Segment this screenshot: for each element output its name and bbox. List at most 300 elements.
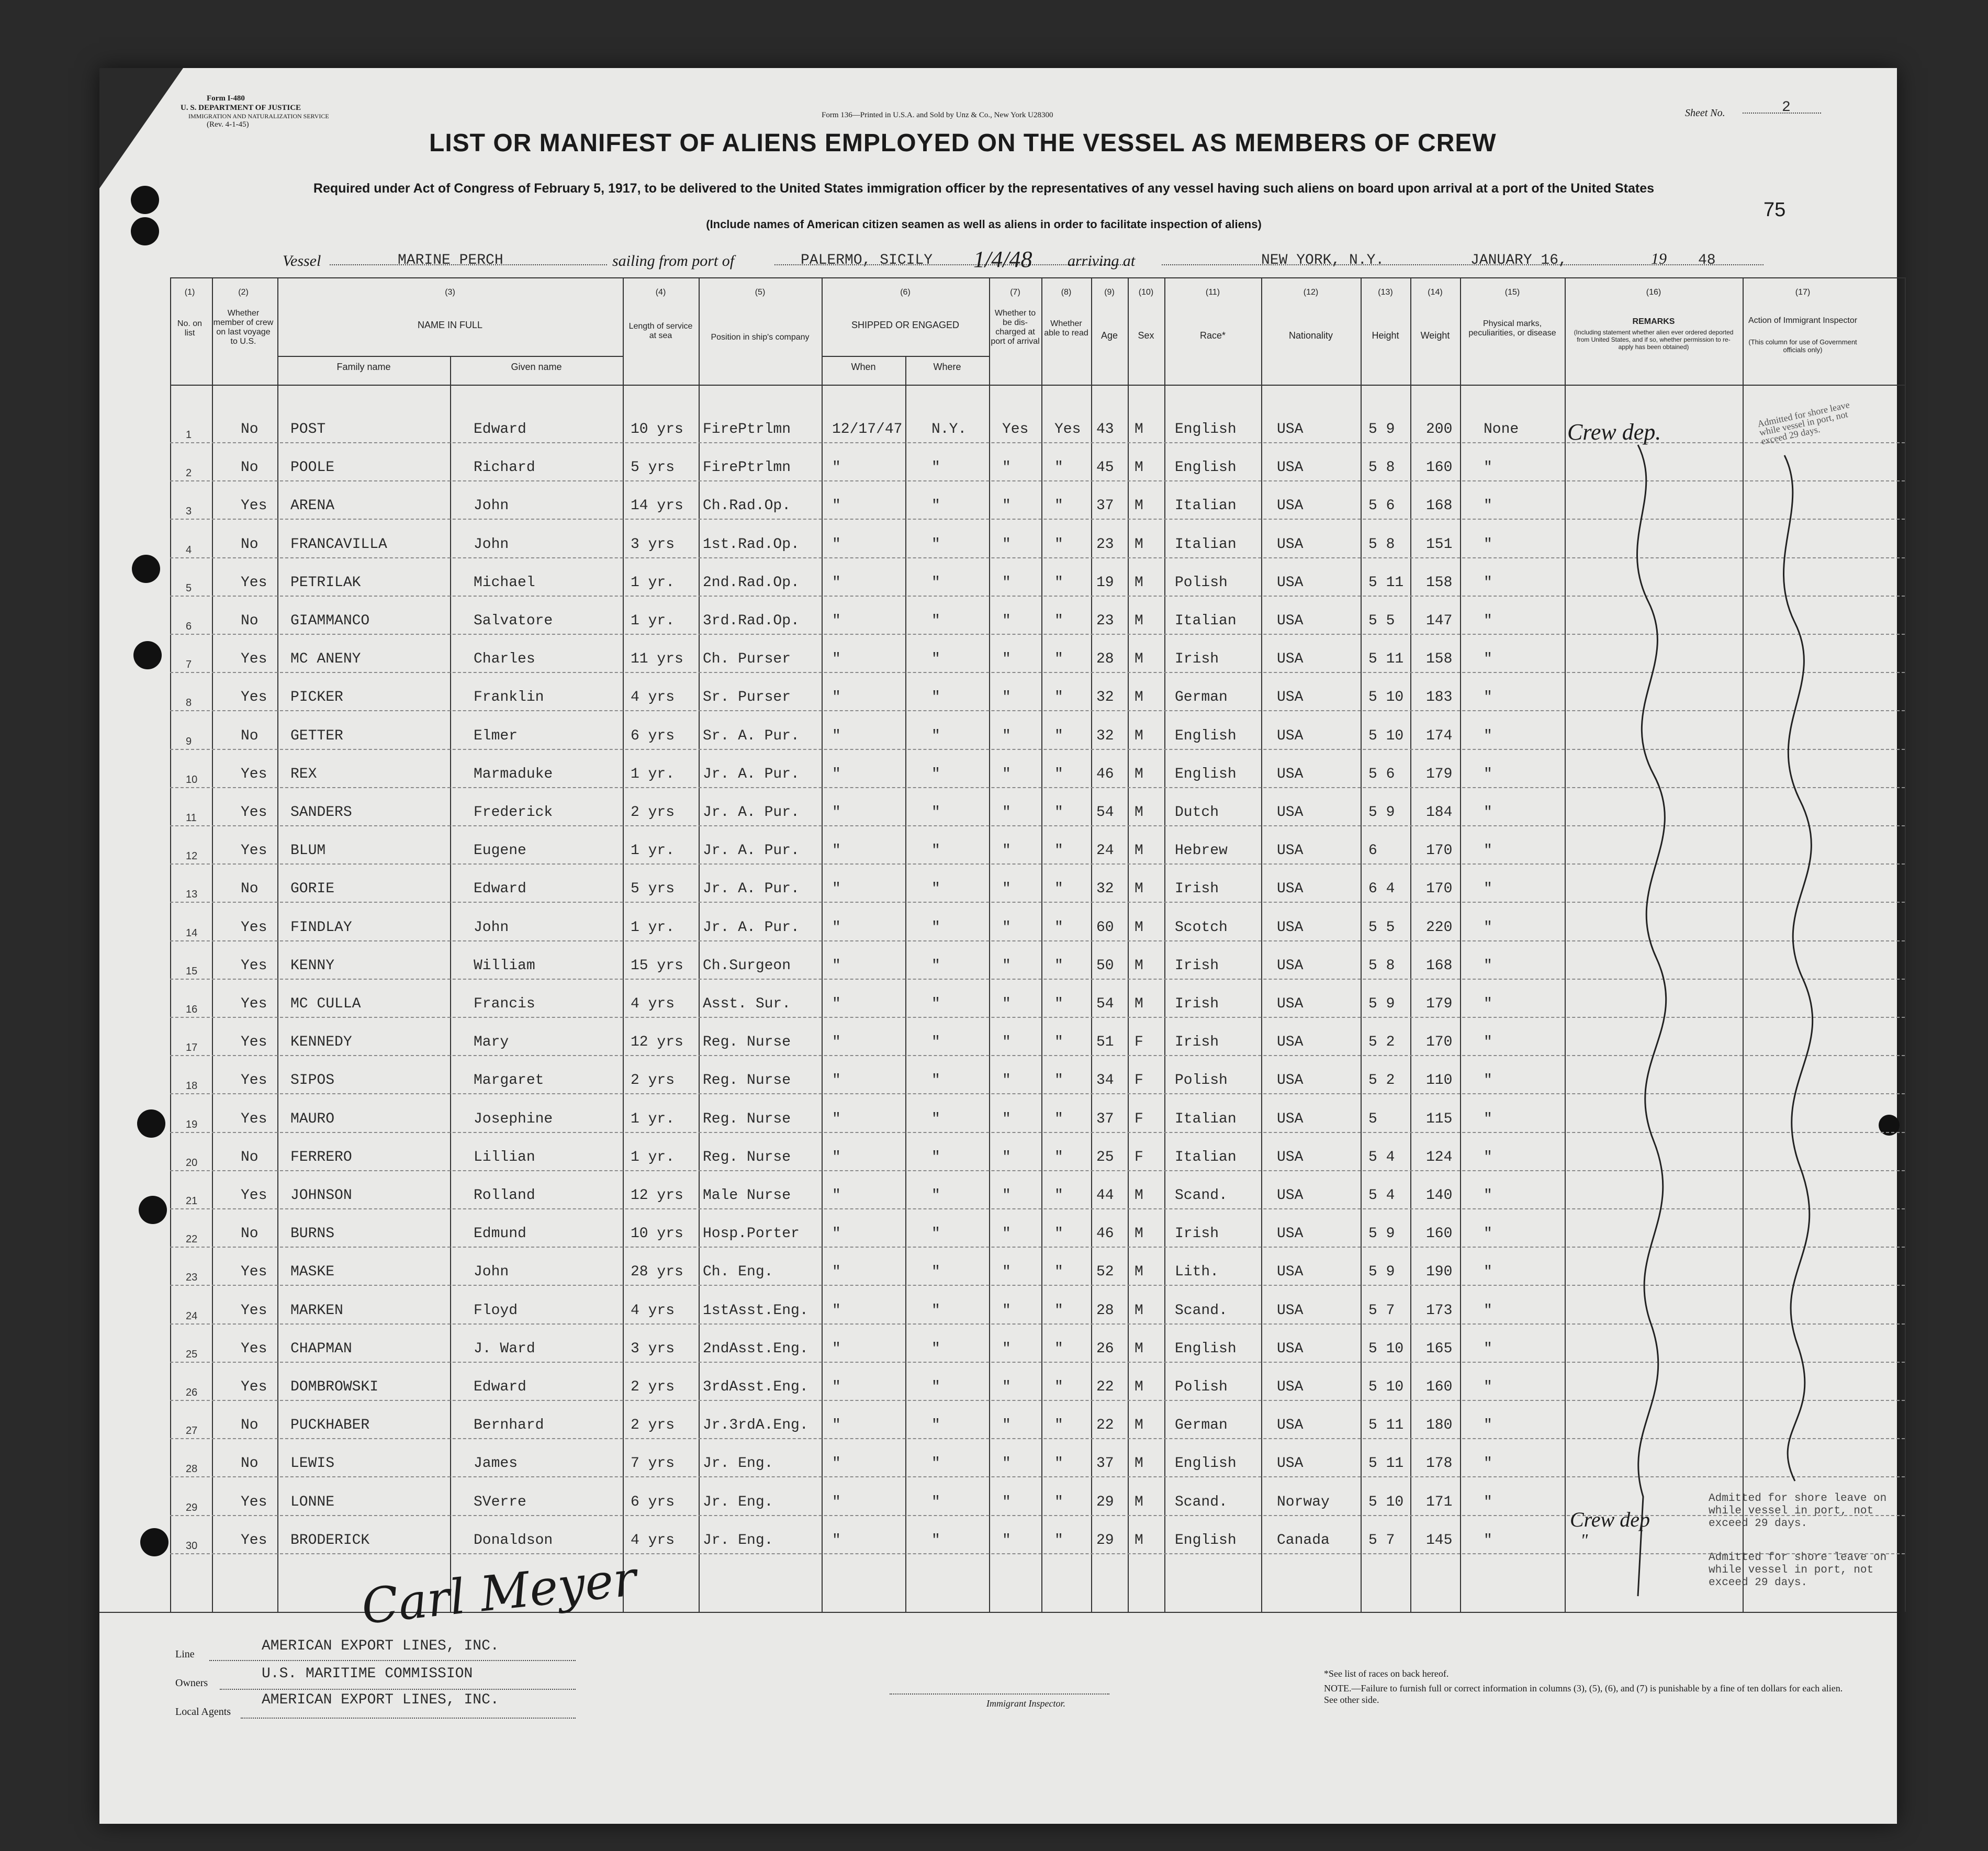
cell-nat: USA xyxy=(1277,957,1304,974)
cell-race: Scand. xyxy=(1175,1187,1228,1204)
cell-age: 34 xyxy=(1096,1072,1114,1089)
cell-read: " xyxy=(1054,1379,1063,1395)
cell-nat: USA xyxy=(1277,843,1304,859)
cell-service: 2 yrs xyxy=(631,804,675,821)
inspector-note-top: Admitted for shore leave while vessel in port, not exceed 29 days. xyxy=(1756,399,1851,447)
cell-age: 29 xyxy=(1096,1494,1114,1510)
cell-wt: 140 xyxy=(1426,1187,1453,1204)
cell-ht: 5 xyxy=(1368,1110,1377,1127)
cell-read: " xyxy=(1054,613,1063,629)
cell-when: " xyxy=(832,1455,841,1472)
cell-race: Polish xyxy=(1175,1379,1228,1395)
cell-race: Irish xyxy=(1175,996,1219,1012)
cell-position: Jr. Eng. xyxy=(703,1455,773,1472)
cell-ht: 5 9 xyxy=(1368,1226,1395,1242)
cell-nat: USA xyxy=(1277,574,1304,591)
cell-family: BLUM xyxy=(290,843,326,859)
col4-number: (4) xyxy=(655,288,666,297)
cell-ht: 5 11 xyxy=(1368,651,1404,668)
row-number: 25 xyxy=(186,1348,198,1360)
cell-marks: " xyxy=(1484,498,1492,514)
cell-read: " xyxy=(1054,1034,1063,1051)
cell-age: 32 xyxy=(1096,727,1114,744)
cell-where: " xyxy=(931,881,940,898)
col6-header: SHIPPED OR ENGAGED xyxy=(851,320,960,330)
cell-wt: 174 xyxy=(1426,727,1453,744)
cell-sex: M xyxy=(1135,1226,1143,1242)
cell-given: J. Ward xyxy=(474,1340,535,1357)
cell-ht: 5 10 xyxy=(1368,1340,1404,1357)
cell-family: FRANCAVILLA xyxy=(290,536,387,553)
cell-sex: M xyxy=(1135,1302,1143,1319)
cell-prev: Yes xyxy=(241,766,267,782)
cell-wt: 183 xyxy=(1426,689,1453,706)
cell-given: Lillian xyxy=(474,1149,535,1165)
cell-when: " xyxy=(832,1110,841,1127)
cell-family: ARENA xyxy=(290,498,335,514)
cell-read: " xyxy=(1054,843,1063,859)
column-rule xyxy=(822,277,823,1612)
cell-where: " xyxy=(931,459,940,476)
cell-given: Rolland xyxy=(474,1187,535,1204)
cell-prev: Yes xyxy=(241,996,267,1012)
cell-wt: 158 xyxy=(1426,574,1453,591)
inspector-note-29: Admitted for shore leave on while vessel in port, not exceed 29 days. xyxy=(1709,1493,1887,1530)
cell-given: Richard xyxy=(474,459,535,476)
cell-disch: " xyxy=(1002,881,1011,898)
cell-read: " xyxy=(1054,996,1063,1012)
cell-nat: USA xyxy=(1277,804,1304,821)
cell-where: " xyxy=(931,1340,940,1357)
cell-when: " xyxy=(832,1494,841,1510)
cell-given: Edward xyxy=(474,881,526,898)
cell-nat: USA xyxy=(1277,1110,1304,1127)
cell-when: " xyxy=(832,498,841,514)
cell-family: GIAMMANCO xyxy=(290,613,370,629)
cell-ht: 5 2 xyxy=(1368,1034,1395,1051)
cell-disch: " xyxy=(1002,459,1011,476)
cell-family: REX xyxy=(290,766,317,782)
cell-disch: " xyxy=(1002,996,1011,1012)
inspector-line xyxy=(890,1693,1109,1695)
cell-nat: USA xyxy=(1277,1034,1304,1051)
cell-age: 50 xyxy=(1096,957,1114,974)
cell-age: 52 xyxy=(1096,1264,1114,1281)
cell-sex: M xyxy=(1135,536,1143,553)
cell-race: German xyxy=(1175,689,1228,706)
cell-when: " xyxy=(832,574,841,591)
cell-ht: 5 11 xyxy=(1368,1417,1404,1434)
cell-position: 1stAsst.Eng. xyxy=(703,1302,808,1319)
cell-given: Elmer xyxy=(474,727,518,744)
col17-note: (This column for use of Government officials only) xyxy=(1748,338,1857,354)
cell-marks: " xyxy=(1484,1379,1492,1395)
cell-disch: " xyxy=(1002,1034,1011,1051)
vessel-name: MARINE PERCH xyxy=(398,252,503,268)
cell-prev: Yes xyxy=(241,919,267,936)
col14-header: Weight xyxy=(1420,330,1450,341)
subtitle: Required under Act of Congress of February 5, 1917, to be delivered to the United States immigration officer by the representatives of any vessel having such aliens on board upon arrival at a port of the United States xyxy=(313,181,1655,196)
agents-value: AMERICAN EXPORT LINES, INC. xyxy=(262,1692,499,1708)
line-underline xyxy=(209,1660,576,1661)
cell-disch: Yes xyxy=(1002,421,1029,437)
cell-read: " xyxy=(1054,727,1063,744)
cell-disch: " xyxy=(1002,651,1011,668)
cell-age: 54 xyxy=(1096,996,1114,1012)
cell-marks: " xyxy=(1484,1226,1492,1242)
cell-sex: M xyxy=(1135,1455,1143,1472)
cell-nat: USA xyxy=(1277,651,1304,668)
cell-wt: 170 xyxy=(1426,843,1453,859)
cell-family: FINDLAY xyxy=(290,919,352,936)
department: U. S. DEPARTMENT OF JUSTICE xyxy=(181,104,301,112)
cell-sex: M xyxy=(1135,919,1143,936)
cell-prev: Yes xyxy=(241,1187,267,1204)
cell-nat: USA xyxy=(1277,1302,1304,1319)
cell-nat: Canada xyxy=(1277,1532,1330,1549)
cell-marks: " xyxy=(1484,1187,1492,1204)
cell-service: 12 yrs xyxy=(631,1187,683,1204)
cell-where: " xyxy=(931,651,940,668)
cell-sex: F xyxy=(1135,1034,1143,1051)
cell-race: English xyxy=(1175,1455,1237,1472)
column-rule xyxy=(1041,277,1042,1612)
cell-age: 44 xyxy=(1096,1187,1114,1204)
cell-sex: M xyxy=(1135,498,1143,514)
cell-sex: M xyxy=(1135,459,1143,476)
cell-age: 46 xyxy=(1096,766,1114,782)
cell-prev: Yes xyxy=(241,1072,267,1089)
cell-race: Scotch xyxy=(1175,919,1228,936)
col10-header: Sex xyxy=(1138,330,1154,341)
cell-where: " xyxy=(931,766,940,782)
cell-marks: " xyxy=(1484,881,1492,898)
col12-number: (12) xyxy=(1303,288,1319,297)
cell-where: " xyxy=(931,1072,940,1089)
cell-disch: " xyxy=(1002,1417,1011,1434)
cell-read: " xyxy=(1054,1110,1063,1127)
cell-read: " xyxy=(1054,689,1063,706)
row-number: 5 xyxy=(186,582,192,594)
cell-position: Jr. A. Pur. xyxy=(703,843,800,859)
cell-wt: 220 xyxy=(1426,919,1453,936)
cell-race: English xyxy=(1175,459,1237,476)
cell-position: Asst. Sur. xyxy=(703,996,791,1012)
cell-age: 29 xyxy=(1096,1532,1114,1549)
cell-ht: 5 8 xyxy=(1368,536,1395,553)
cell-age: 54 xyxy=(1096,804,1114,821)
cell-disch: " xyxy=(1002,957,1011,974)
cell-race: Irish xyxy=(1175,1034,1219,1051)
cell-wt: 158 xyxy=(1426,651,1453,668)
cell-prev: Yes xyxy=(241,957,267,974)
cell-service: 14 yrs xyxy=(631,498,683,514)
cell-race: Polish xyxy=(1175,574,1228,591)
agents-label: Local Agents xyxy=(175,1706,231,1718)
cell-prev: No xyxy=(241,727,259,744)
cell-when: " xyxy=(832,1034,841,1051)
cell-wt: 160 xyxy=(1426,1379,1453,1395)
cell-wt: 147 xyxy=(1426,613,1453,629)
row-number: 14 xyxy=(186,927,198,939)
cell-disch: " xyxy=(1002,843,1011,859)
cell-family: MC ANENY xyxy=(290,651,361,668)
cell-age: 32 xyxy=(1096,881,1114,898)
cell-age: 23 xyxy=(1096,613,1114,629)
inspector-note-30: Admitted for shore leave on while vessel in port, not exceed 29 days. xyxy=(1709,1552,1887,1589)
cell-race: English xyxy=(1175,1340,1237,1357)
cell-family: SIPOS xyxy=(290,1072,335,1089)
cell-position: Jr. Eng. xyxy=(703,1532,773,1549)
cell-when: " xyxy=(832,1417,841,1434)
cell-position: Reg. Nurse xyxy=(703,1149,791,1165)
col13-header: Height xyxy=(1372,330,1399,341)
cell-sex: M xyxy=(1135,689,1143,706)
cell-service: 5 yrs xyxy=(631,459,675,476)
col6-number: (6) xyxy=(900,288,911,297)
cell-service: 6 yrs xyxy=(631,1494,675,1510)
cell-where: " xyxy=(931,1264,940,1281)
cell-prev: No xyxy=(241,536,259,553)
cell-prev: No xyxy=(241,1149,259,1165)
cell-race: Scand. xyxy=(1175,1494,1228,1510)
cell-position: Ch.Rad.Op. xyxy=(703,498,791,514)
row-number: 23 xyxy=(186,1272,198,1284)
cell-marks: " xyxy=(1484,727,1492,744)
row-number: 1 xyxy=(186,429,192,441)
row-number: 27 xyxy=(186,1425,198,1437)
cell-service: 15 yrs xyxy=(631,957,683,974)
cell-position: Ch.Surgeon xyxy=(703,957,791,974)
cell-nat: USA xyxy=(1277,421,1304,437)
cell-race: Italian xyxy=(1175,1110,1237,1127)
cell-sex: M xyxy=(1135,881,1143,898)
cell-when: " xyxy=(832,1532,841,1549)
row-number: 10 xyxy=(186,773,198,786)
cell-wt: 160 xyxy=(1426,459,1453,476)
cell-service: 3 yrs xyxy=(631,1340,675,1357)
cell-nat: USA xyxy=(1277,1379,1304,1395)
cell-sex: M xyxy=(1135,1264,1143,1281)
row-number: 2 xyxy=(186,467,192,479)
cell-marks: " xyxy=(1484,1149,1492,1165)
cell-disch: " xyxy=(1002,1149,1011,1165)
cell-prev: No xyxy=(241,613,259,629)
cell-wt: 115 xyxy=(1426,1110,1453,1127)
cell-ht: 5 8 xyxy=(1368,957,1395,974)
column-rule xyxy=(1410,277,1411,1612)
cell-nat: USA xyxy=(1277,766,1304,782)
cell-marks: " xyxy=(1484,1532,1492,1549)
row-number: 6 xyxy=(186,621,192,632)
cell-wt: 160 xyxy=(1426,1226,1453,1242)
penalty-note: NOTE.—Failure to furnish full or correct information in columns (3), (5), (6), and (7) is punishable by a fine of ten dollars for each alien. See other side. xyxy=(1324,1683,1843,1705)
cell-where: " xyxy=(931,1455,940,1472)
cell-service: 1 yr. xyxy=(631,1110,675,1127)
row-number: 17 xyxy=(186,1042,198,1054)
row-rule xyxy=(170,277,1905,278)
cell-prev: No xyxy=(241,1455,259,1472)
cell-read: Yes xyxy=(1054,421,1081,437)
cell-nat: USA xyxy=(1277,689,1304,706)
cell-given: John xyxy=(474,1264,509,1281)
cell-read: " xyxy=(1054,766,1063,782)
cell-service: 4 yrs xyxy=(631,1302,675,1319)
cell-where: " xyxy=(931,1226,940,1242)
cell-wt: 168 xyxy=(1426,957,1453,974)
cell-prev: Yes xyxy=(241,1340,267,1357)
cell-when: " xyxy=(832,536,841,553)
column-rule xyxy=(450,356,451,1612)
cell-sex: M xyxy=(1135,1417,1143,1434)
cell-service: 2 yrs xyxy=(631,1072,675,1089)
cell-position: Jr.3rdA.Eng. xyxy=(703,1417,808,1434)
row-number: 3 xyxy=(186,506,192,518)
cell-family: GETTER xyxy=(290,727,343,744)
cell-when: 12/17/47 xyxy=(832,421,903,437)
sheet-number: 2 xyxy=(1782,99,1791,116)
cell-wt: 200 xyxy=(1426,421,1453,437)
cell-prev: No xyxy=(241,881,259,898)
cell-age: 25 xyxy=(1096,1149,1114,1165)
form-number: Form I-480 xyxy=(207,94,245,103)
cell-given: James xyxy=(474,1455,518,1472)
cell-where: " xyxy=(931,574,940,591)
cell-ht: 5 4 xyxy=(1368,1149,1395,1165)
owners-value: U.S. MARITIME COMMISSION xyxy=(262,1666,473,1682)
cell-given: John xyxy=(474,536,509,553)
cell-nat: USA xyxy=(1277,613,1304,629)
cell-when: " xyxy=(832,613,841,629)
cell-race: English xyxy=(1175,1532,1237,1549)
cell-wt: 179 xyxy=(1426,996,1453,1012)
cell-service: 10 yrs xyxy=(631,1226,683,1242)
cell-read: " xyxy=(1054,1226,1063,1242)
cell-race: Polish xyxy=(1175,1072,1228,1089)
cell-given: William xyxy=(474,957,535,974)
cell-prev: Yes xyxy=(241,689,267,706)
cell-position: Ch. Purser xyxy=(703,651,791,668)
cell-family: JOHNSON xyxy=(290,1187,352,1204)
row-number: 8 xyxy=(186,697,192,709)
cell-read: " xyxy=(1054,1264,1063,1281)
cell-race: Hebrew xyxy=(1175,843,1228,859)
cell-position: FirePtrlmn xyxy=(703,421,791,437)
cell-position: Sr. Purser xyxy=(703,689,791,706)
cell-service: 1 yr. xyxy=(631,766,675,782)
cell-prev: Yes xyxy=(241,1379,267,1395)
inspector-label: Immigrant Inspector. xyxy=(986,1698,1065,1709)
cell-when: " xyxy=(832,766,841,782)
cell-age: 37 xyxy=(1096,498,1114,514)
cell-position: Reg. Nurse xyxy=(703,1034,791,1051)
cell-read: " xyxy=(1054,574,1063,591)
cell-wt: 165 xyxy=(1426,1340,1453,1357)
row-number: 24 xyxy=(186,1310,198,1322)
col16-note: (Including statement whether alien ever ordered deported from United States, and if so, whether permission to re-apply has been obtained) xyxy=(1574,329,1734,351)
arriving-label: arriving at xyxy=(1068,252,1136,270)
cell-position: Hosp.Porter xyxy=(703,1226,800,1242)
cell-disch: " xyxy=(1002,1264,1011,1281)
col12-header: Nationality xyxy=(1288,330,1333,341)
cell-age: 37 xyxy=(1096,1455,1114,1472)
cell-prev: Yes xyxy=(241,843,267,859)
races-note: *See list of races on back hereof. xyxy=(1324,1668,1449,1679)
line-value: AMERICAN EXPORT LINES, INC. xyxy=(262,1638,499,1654)
cell-age: 46 xyxy=(1096,1226,1114,1242)
col16-header: REMARKS xyxy=(1632,317,1675,326)
cell-sex: F xyxy=(1135,1110,1143,1127)
cell-wt: 173 xyxy=(1426,1302,1453,1319)
col2-header: Whether member of crew on last voyage to U.S. xyxy=(213,309,274,346)
cell-family: POOLE xyxy=(290,459,335,476)
service-name: IMMIGRATION AND NATURALIZATION SERVICE xyxy=(188,113,329,120)
cell-family: PICKER xyxy=(290,689,343,706)
cell-disch: " xyxy=(1002,1340,1011,1357)
cell-marks: " xyxy=(1484,1034,1492,1051)
cell-disch: " xyxy=(1002,1110,1011,1127)
cell-position: Jr. Eng. xyxy=(703,1494,773,1510)
cell-wt: 170 xyxy=(1426,1034,1453,1051)
cell-where: " xyxy=(931,1417,940,1434)
cell-age: 22 xyxy=(1096,1417,1114,1434)
cell-marks: " xyxy=(1484,1494,1492,1510)
cell-ht: 5 10 xyxy=(1368,1494,1404,1510)
cell-ht: 5 2 xyxy=(1368,1072,1395,1089)
cell-read: " xyxy=(1054,1187,1063,1204)
column-rule xyxy=(989,277,990,1612)
cell-race: Dutch xyxy=(1175,804,1219,821)
cell-given: Franklin xyxy=(474,689,544,706)
row-number: 4 xyxy=(186,544,192,556)
cell-service: 12 yrs xyxy=(631,1034,683,1051)
cell-where: " xyxy=(931,996,940,1012)
cell-ht: 5 9 xyxy=(1368,421,1395,437)
row-number: 20 xyxy=(186,1157,198,1169)
cell-marks: " xyxy=(1484,1417,1492,1434)
cell-where: " xyxy=(931,498,940,514)
cell-age: 45 xyxy=(1096,459,1114,476)
cell-nat: USA xyxy=(1277,1226,1304,1242)
cell-wt: 190 xyxy=(1426,1264,1453,1281)
cell-marks: " xyxy=(1484,1110,1492,1127)
cell-race: Italian xyxy=(1175,613,1237,629)
cell-family: LEWIS xyxy=(290,1455,335,1472)
cell-position: Jr. A. Pur. xyxy=(703,881,800,898)
col3-header: NAME IN FULL xyxy=(417,320,483,330)
cell-position: 3rd.Rad.Op. xyxy=(703,613,800,629)
cell-race: German xyxy=(1175,1417,1228,1434)
cell-position: 2ndAsst.Eng. xyxy=(703,1340,808,1357)
cell-read: " xyxy=(1054,1302,1063,1319)
cell-disch: " xyxy=(1002,498,1011,514)
cell-position: Male Nurse xyxy=(703,1187,791,1204)
cell-marks: " xyxy=(1484,766,1492,782)
col15-header: Physical marks, peculiarities, or disease xyxy=(1468,319,1556,338)
cell-ht: 5 11 xyxy=(1368,574,1404,591)
cell-prev: Yes xyxy=(241,1034,267,1051)
cell-read: " xyxy=(1054,804,1063,821)
cell-family: FERRERO xyxy=(290,1149,352,1165)
column-rule xyxy=(1091,277,1092,1612)
cell-ht: 5 8 xyxy=(1368,459,1395,476)
cell-when: " xyxy=(832,804,841,821)
cell-read: " xyxy=(1054,1455,1063,1472)
cell-read: " xyxy=(1054,1072,1063,1089)
cell-disch: " xyxy=(1002,804,1011,821)
cell-race: Irish xyxy=(1175,651,1219,668)
col5-header: Position in ship's company xyxy=(711,333,810,342)
